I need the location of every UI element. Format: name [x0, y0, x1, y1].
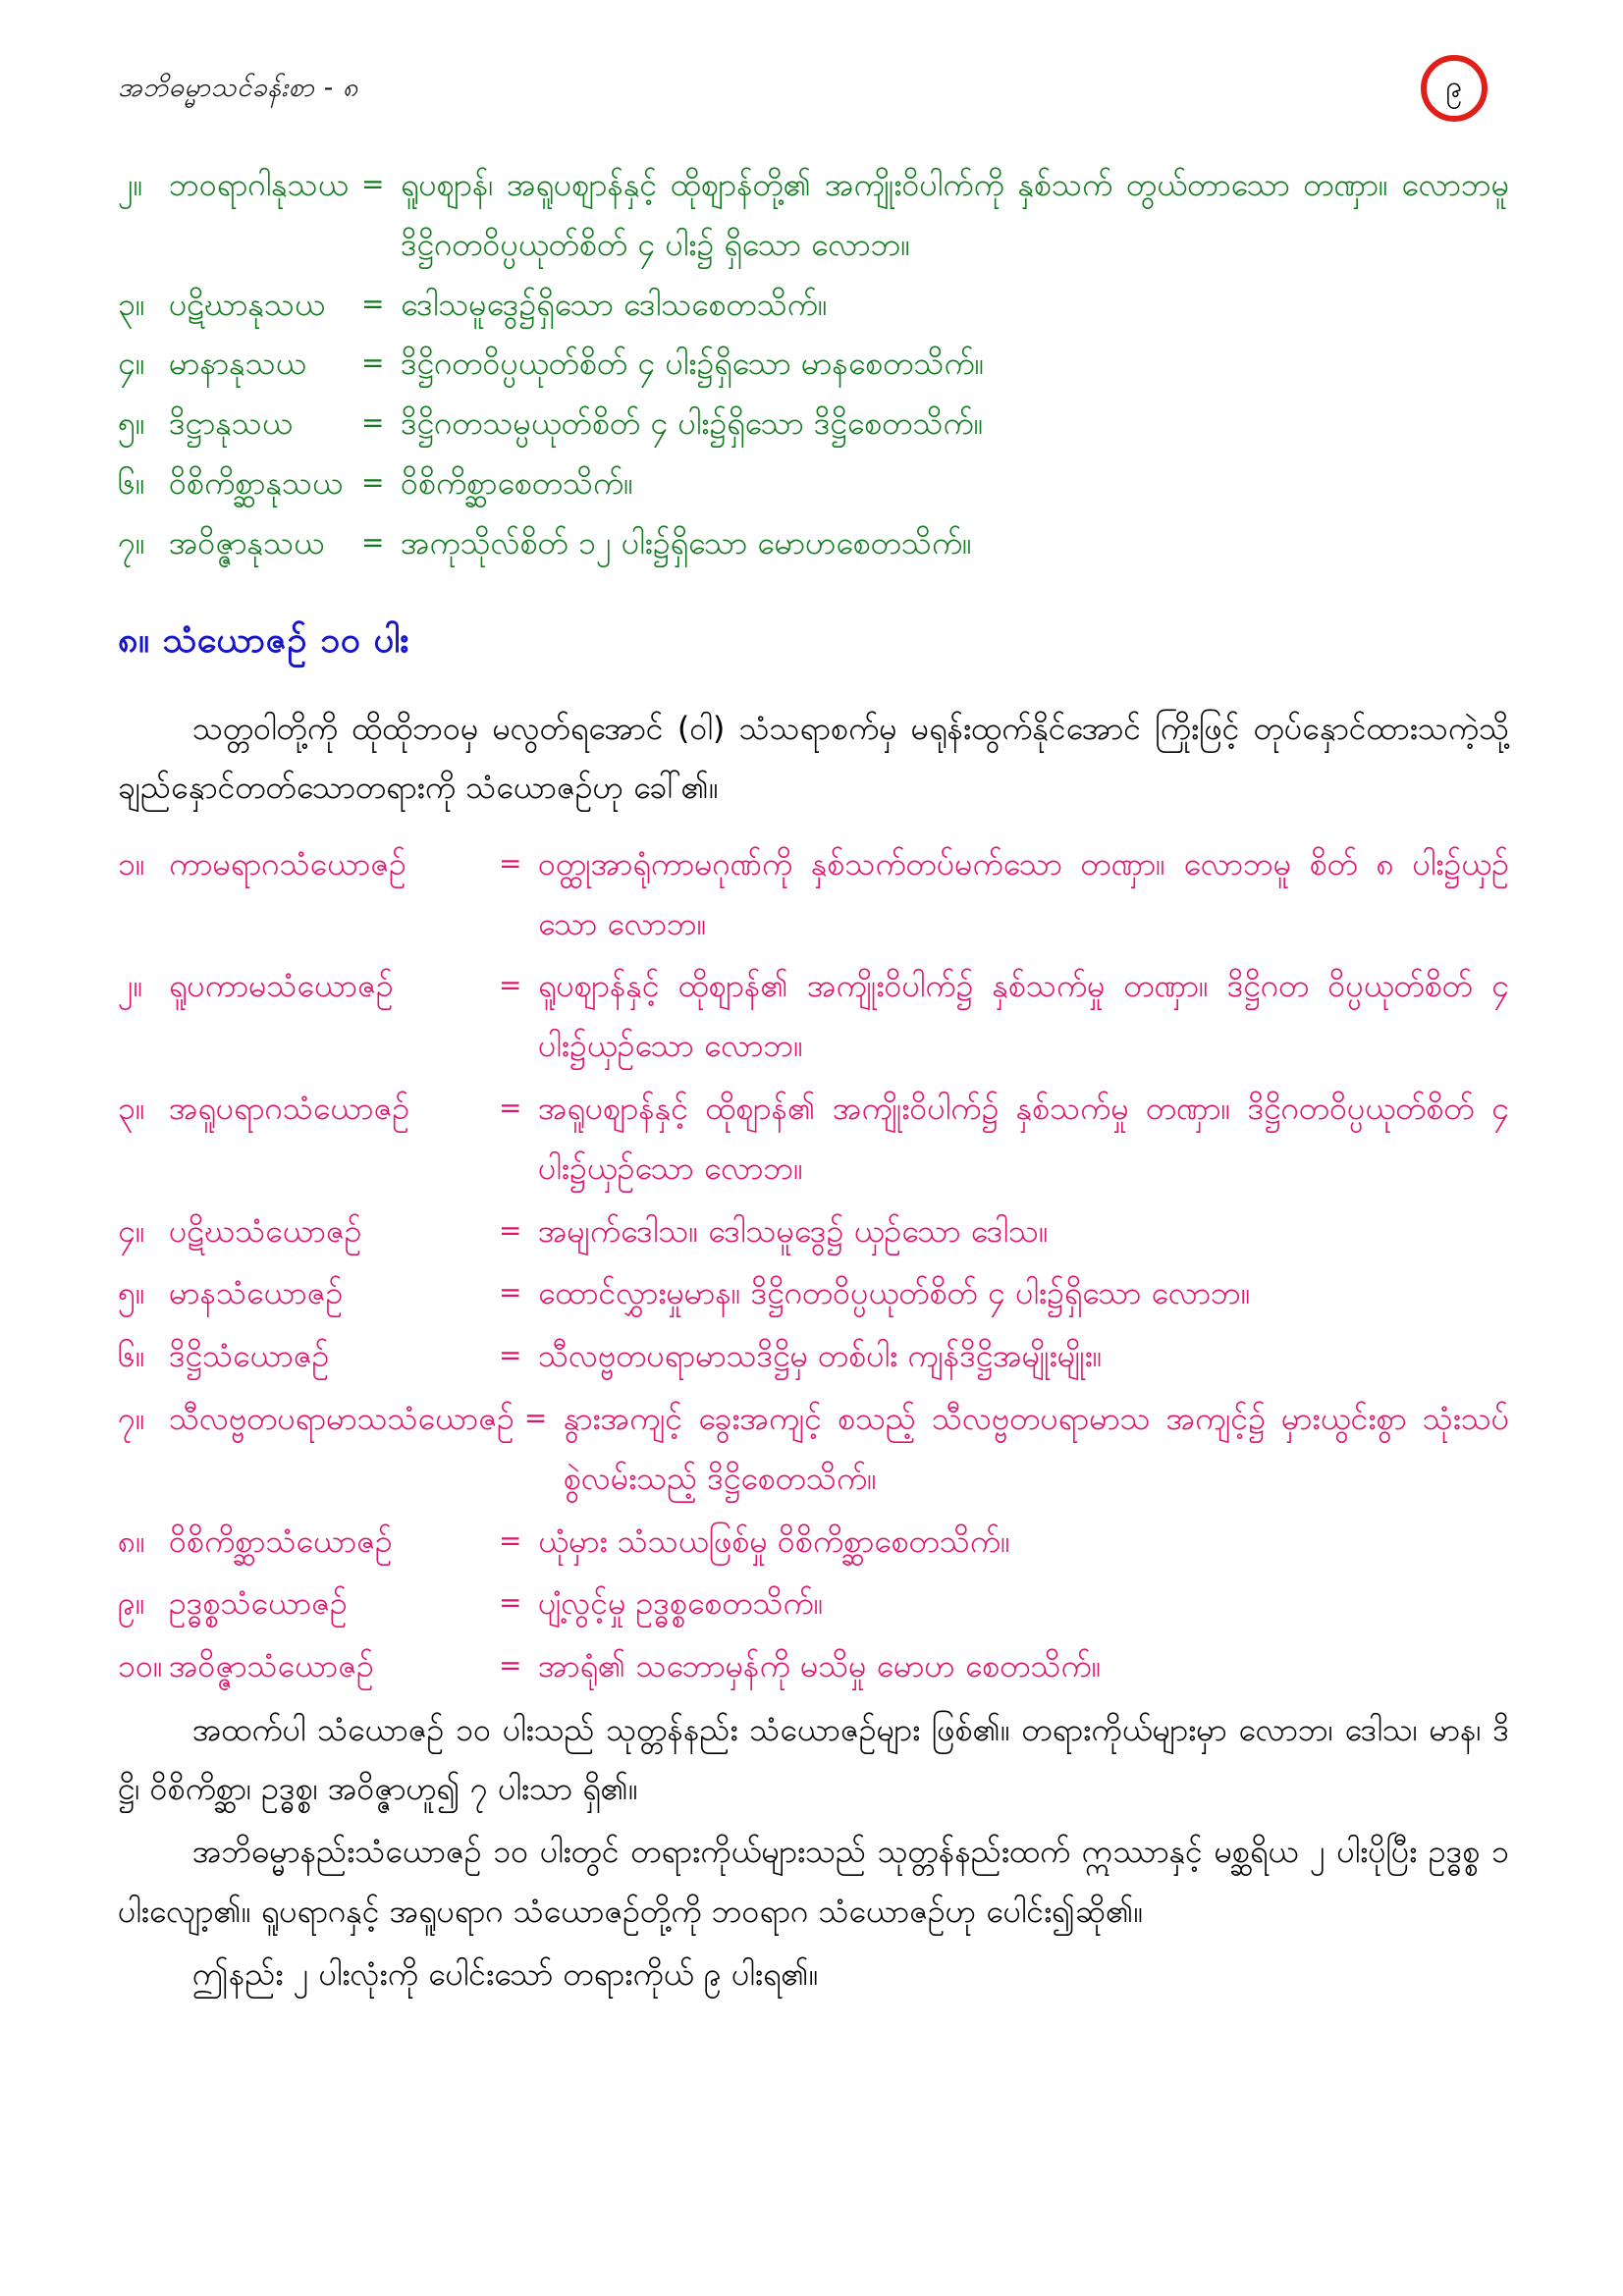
item-label: ဝိစိကိစ္ဆာသံယောဇဉ် [169, 1522, 393, 1560]
list-item [118, 155, 1509, 275]
item-definition: ဝတ္ထုအာရုံကာမဂုဏ်ကို နှစ်သက်တပ်မက်သော တဏှာ။ လောဘမူ စိတ် ၈ ပါး၌ယှဉ်သော လောဘ။ [538, 844, 1509, 942]
list-item [118, 1263, 1509, 1323]
equals-sign: = [499, 846, 522, 880]
item-number: ၆။ [118, 1337, 145, 1375]
equals-sign: = [361, 406, 385, 440]
list-item [118, 834, 1509, 954]
list-item [118, 1389, 1509, 1509]
page-header [118, 41, 1509, 122]
item-definition: အကုသိုလ်စိတ် ၁၂ ပါး၌ရှိသော မောဟစေတသိက်။ [401, 523, 972, 561]
equals-sign: = [361, 168, 385, 200]
anusaya-list [118, 155, 1509, 573]
item-label: သီလဗ္ဗတပရာမာသသံယောဇဉ် [169, 1400, 514, 1438]
list-item [118, 1201, 1509, 1261]
item-number: ၅။ [118, 1274, 145, 1312]
item-number: ၈။ [118, 1522, 145, 1560]
item-definition: အရူပစျာန်နှင့် ထိုစျာန်၏ အကျိုးဝိပါက်၌ နှစ်သက်မှု တဏှာ။ ဒိဋ္ဌိဂတဝိပ္ပယုတ်စိတ် ၄ ပါး၌ယှဉ်သော လောဘ။ [538, 1090, 1509, 1187]
item-number: ၁၀။ [118, 1647, 163, 1685]
item-number: ၄။ [118, 345, 145, 383]
samyojana-list [118, 834, 1509, 1696]
list-item [118, 454, 1509, 513]
item-number: ၅။ [118, 404, 145, 443]
list-item [118, 1079, 1509, 1199]
item-number: ၂။ [118, 967, 143, 1005]
list-item [118, 1326, 1509, 1386]
equals-sign: = [499, 1276, 522, 1309]
page-number-badge [1421, 55, 1488, 122]
item-label: အရူပရာဂသံယောဇဉ် [169, 1090, 410, 1128]
item-label: ပဋိဃသံယောဇဉ် [169, 1211, 362, 1250]
item-number: ၁။ [118, 844, 145, 882]
equals-sign: = [499, 1339, 522, 1372]
intro-paragraph: သတ္တဝါတို့ကို ထိုထိုဘဝမှ မလွတ်ရအောင် (ဝါ) သံသရာစက်မှ မရုန်းထွက်နိုင်အောင် ကြိုးဖြင့် တုပ်နှောင်ထားသကဲ့သို့ ချည်နှောင်တတ်သောတရားကို သံယောဇဉ်ဟု ခေါ်၏။ [118, 709, 1509, 806]
closing-paragraph: အဘိဓမ္မာနည်းသံယောဇဉ် ၁၀ ပါးတွင် တရားကိုယ်များသည် သုတ္တန်နည်းထက် ဣဿာနှင့် မစ္ဆရိယ ၂ ပါးပိုပြီး ဥဒ္ဓစ္စ ၁ ပါးလျော့၏။ ရူပရာဂနှင့် အရူပရာဂ သံယောဇဉ်တို့ကို ဘဝရာဂ သံယောဇဉ်ဟု ပေါင်း၍ဆို၏။ [118, 1833, 1510, 1930]
list-item [118, 1512, 1509, 1572]
item-label: ဝိစိကိစ္ဆာနုသယ [169, 463, 343, 502]
item-label: ဥဒ္ဓစ္စသံယောဇဉ် [169, 1584, 348, 1623]
item-definition: ရူပစျာန်နှင့် ထိုစျာန်၏ အကျိုးဝိပါက်၌ နှစ်သက်မှု တဏှာ။ ဒိဋ္ဌိဂတ ဝိပ္ပယုတ်စိတ် ၄ ပါး၌ယှဉ်သော လောဘ။ [538, 967, 1509, 1065]
item-definition: ဒေါသမူဒွေ၌ရှိသော ဒေါသစေတသိက်။ [401, 285, 828, 323]
item-number: ၄။ [118, 1211, 145, 1250]
item-label: ရူပကာမသံယောဇဉ် [169, 967, 394, 1005]
item-definition: ဝိစိကိစ္ဆာစေတသိက်။ [401, 463, 633, 502]
lesson-title: အဘိဓမ္မာသင်ခန်းစာ - ၈ [118, 73, 358, 103]
item-number: ၆။ [118, 463, 145, 502]
item-label: ဘဝရာဂါနုသယ [169, 166, 349, 203]
item-number: ၃။ [118, 285, 145, 323]
item-label: မာနာနုသယ [169, 345, 306, 383]
equals-sign: = [499, 1213, 522, 1247]
item-label: ပဋိဃာနုသယ [169, 285, 325, 323]
equals-sign: = [361, 347, 385, 380]
item-definition: အမျက်ဒေါသ။ ဒေါသမူဒွေ၌ ယှဉ်သော ဒေါသ။ [538, 1211, 1049, 1250]
list-item [118, 1574, 1509, 1633]
list-item [118, 334, 1509, 394]
list-item [118, 1636, 1509, 1696]
item-label: ကာမရာဂသံယောဇဉ် [169, 844, 406, 882]
item-label: ဒိဋ္ဌိသံယောဇဉ် [169, 1337, 330, 1375]
item-definition: ဒိဋ္ဌိဂတဝိပ္ပယုတ်စိတ် ၄ ပါး၌ရှိသော မာနစေတသိက်။ [401, 345, 985, 383]
closing-paragraph: အထက်ပါ သံယောဇဉ် ၁၀ ပါးသည် သုတ္တန်နည်း သံယောဇဉ်များ ဖြစ်၏။ တရားကိုယ်များမှာ လောဘ၊ ဒေါသ၊ မာန၊ ဒိဋ္ဌိ၊ ဝိစိကိစ္ဆာ၊ ဥဒ္ဓစ္စ၊ အဝိဇ္ဇာဟူ၍ ၇ ပါးသာ ရှိ၏။ [118, 1711, 1509, 1808]
equals-sign: = [499, 1649, 522, 1682]
item-definition: ရူပစျာန်၊ အရူပစျာန်နှင့် ထိုစျာန်တို့၏ အကျိုးဝိပါက်ကို နှစ်သက် တွယ်တာသော တဏှာ။ လောဘမူ ဒိဋ္ဌိဂတဝိပ္ပယုတ်စိတ် ၄ ပါး၌ ရှိသော လောဘ။ [401, 166, 1509, 263]
list-item [118, 513, 1509, 573]
item-definition: သီလဗ္ဗတပရာမာသဒိဋ္ဌိမှ တစ်ပါး ကျန်ဒိဋ္ဌိအမျိုးမျိုး။ [538, 1337, 1103, 1375]
item-definition: ထောင်လွှားမှုမာန။ ဒိဋ္ဌိဂတဝိပ္ပယုတ်စိတ် ၄ ပါး၌ရှိသော လောဘ။ [538, 1274, 1251, 1312]
page-number: ၉ [1445, 69, 1463, 104]
item-number: ၃။ [118, 1090, 145, 1128]
list-item [118, 394, 1509, 454]
item-number: ၉။ [118, 1584, 145, 1623]
item-label: မာနသံယောဇဉ် [169, 1274, 344, 1312]
equals-sign: = [361, 465, 385, 499]
item-definition: အာရုံ၏ သဘောမှန်ကို မသိမှု မောဟ စေတသိက်။ [538, 1647, 1102, 1685]
list-item [118, 956, 1509, 1076]
item-definition: ယုံမှား သံသယဖြစ်မှု ဝိစိကိစ္ဆာစေတသိက်။ [538, 1522, 1010, 1560]
item-number: ၂။ [118, 166, 143, 203]
item-definition: ပျံ့လွင့်မှု ဥဒ္ဓစ္စစေတသိက်။ [538, 1584, 824, 1623]
item-definition: ဒိဋ္ဌိဂတသမ္ပယုတ်စိတ် ၄ ပါး၌ရှိသော ဒိဋ္ဌိစေတသိက်။ [401, 404, 984, 443]
item-definition: နွားအကျင့် ခွေးအကျင့် စသည့် သီလဗ္ဗတပရာမာသ အကျင့်၌ မှားယွင်းစွာ သုံးသပ်စွဲလမ်းသည့် ဒိဋ္ဌိစေတသိက်။ [563, 1400, 1509, 1497]
item-label: ဒိဋ္ဌာနုသယ [169, 404, 293, 443]
section-heading: ၈။ သံယောဇဉ် ၁၀ ပါး [118, 619, 409, 661]
item-number: ၇။ [118, 1400, 145, 1438]
equals-sign: = [361, 525, 385, 559]
item-number: ၇။ [118, 523, 145, 561]
equals-sign: = [499, 1092, 522, 1125]
equals-sign: = [499, 969, 522, 1002]
equals-sign: = [361, 287, 385, 320]
item-label: အဝိဇ္ဇာနုသယ [169, 523, 325, 561]
equals-sign: = [499, 1523, 522, 1557]
equals-sign: = [523, 1402, 548, 1435]
equals-sign: = [499, 1586, 522, 1620]
item-label: အဝိဇ္ဇာသံယောဇဉ် [169, 1647, 374, 1685]
closing-paragraph: ဤနည်း ၂ ပါးလုံးကို ပေါင်းသော် တရားကိုယ် ၉ ပါးရ၏။ [192, 1954, 819, 1993]
list-item [118, 275, 1509, 335]
